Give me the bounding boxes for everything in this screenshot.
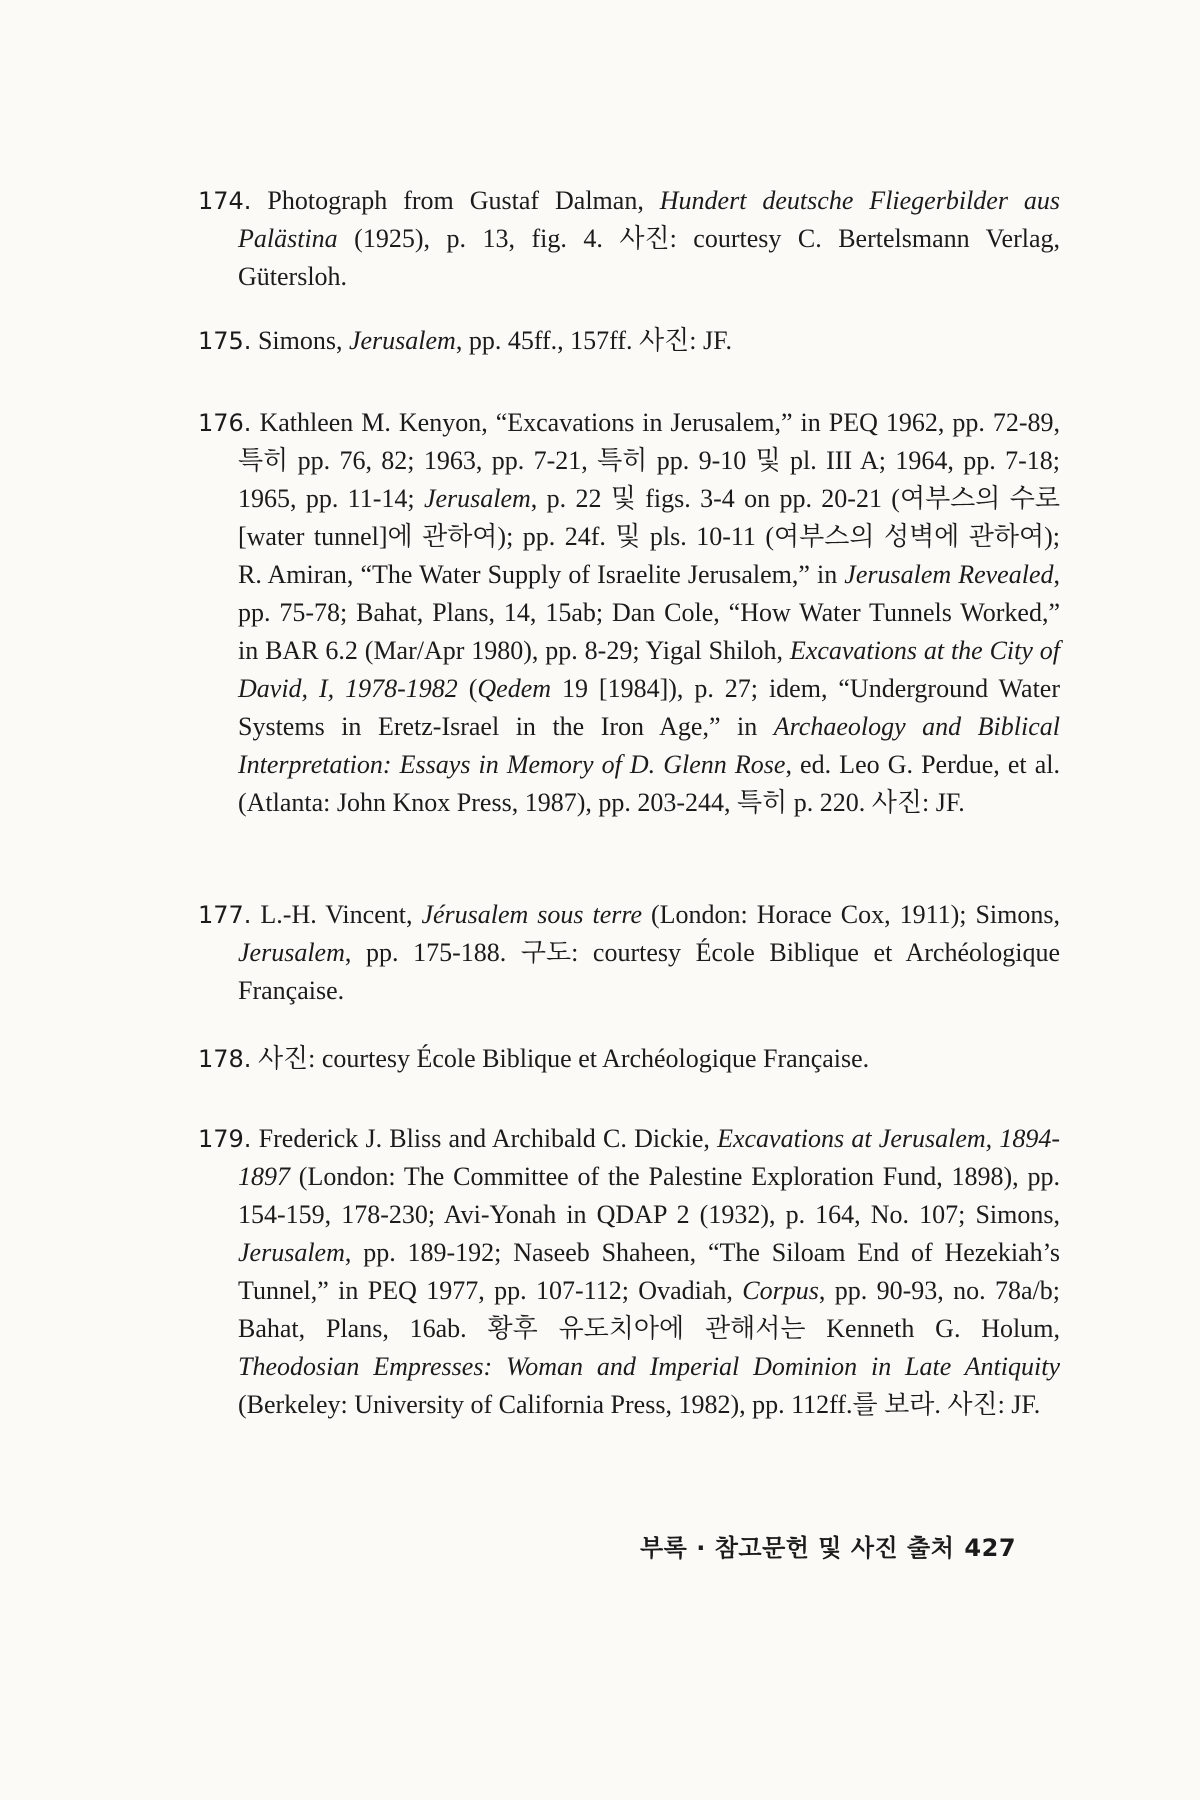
reference-entry-174: 174. Photograph from Gustaf Dalman, Hundert deutsche Fliegerbilder aus Palästina (1925), p. 13, fig. 4. 사진: courtesy C. Bertelsmann Verlag, Gütersloh. xyxy=(198,186,1061,291)
page-footer xyxy=(640,1528,1016,1563)
entry-number: 177. xyxy=(198,901,252,929)
entry-number: 178. xyxy=(198,1045,252,1073)
reference-entry-178: 178. 사진: courtesy École Biblique et Archéologique Française. xyxy=(198,1044,870,1073)
entry-number: 174. xyxy=(198,187,252,215)
reference-entry-177: 177. L.-H. Vincent, Jérusalem sous terre (London: Horace Cox, 1911); Simons, Jerusalem, pp. 175-188. 구도: courtesy École Biblique et Archéologique Française. xyxy=(198,900,1060,1005)
entry-number: 179. xyxy=(198,1125,252,1153)
section-title: 부록 · 참고문헌 및 사진 출처 xyxy=(640,1534,955,1562)
page-number: 427 xyxy=(964,1534,1017,1562)
reference-entry-175: 175. Simons, Jerusalem, pp. 45ff., 157ff. 사진: JF. xyxy=(198,326,732,355)
reference-entry-176: 176. Kathleen M. Kenyon, “Excavations in Jerusalem,” in PEQ 1962, pp. 72-89, 특히 pp. 76, 82; 1963, pp. 7-21, 특히 pp. 9-10 및 pl. III A; 1964, pp. 7-18; 1965, pp. 11-14; Jerusalem, p. 22 및 figs. 3-4 on pp. 20-21 (여부스의 수로 [water tunnel]에 관하여); pp. 24f. 및 pls. 10-11 (여부스의 성벽에 관하여); R. Amiran, “The Water Supply of Israelite Jerusalem,” in Jerusalem Revealed, pp. 75-78; Bahat, Plans, 14, 15ab; Dan Cole, “How Water Tunnels Worked,” in BAR 6.2 (Mar/Apr 1980), pp. 8-29; Yigal Shiloh, Excavations at the City of David, I, 1978-1982 (Qedem 19 [1984]), p. 27; idem, “Underground Water Systems in Eretz-Israel in the Iron Age,” in Archaeology and Biblical Interpretation: Essays in Memory of D. Glenn Rose, ed. Leo G. Perdue, et al. (Atlanta: John Knox Press, 1987), pp. 203-244, 특히 p. 220. 사진: JF. xyxy=(198,408,1060,817)
reference-entry-179: 179. Frederick J. Bliss and Archibald C. Dickie, Excavations at Jerusalem, 1894-1897 (London: The Committee of the Palestine Exploration Fund, 1898), pp. 154-159, 178-230; Avi-Yonah in QDAP 2 (1932), p. 164, No. 107; Simons, Jerusalem, pp. 189-192; Naseeb Shaheen, “The Siloam End of Hezekiah’s Tunnel,” in PEQ 1977, pp. 107-112; Ovadiah, Corpus, pp. 90-93, no. 78a/b; Bahat, Plans, 16ab. 황후 유도치아에 관해서는 Kenneth G. Holum, Theodosian Empresses: Woman and Imperial Dominion in Late Antiquity (Berkeley: University of California Press, 1982), pp. 112ff.를 보라. 사진: JF. xyxy=(198,1124,1061,1419)
entry-number: 175. xyxy=(198,327,252,355)
entry-number: 176. xyxy=(198,409,252,437)
